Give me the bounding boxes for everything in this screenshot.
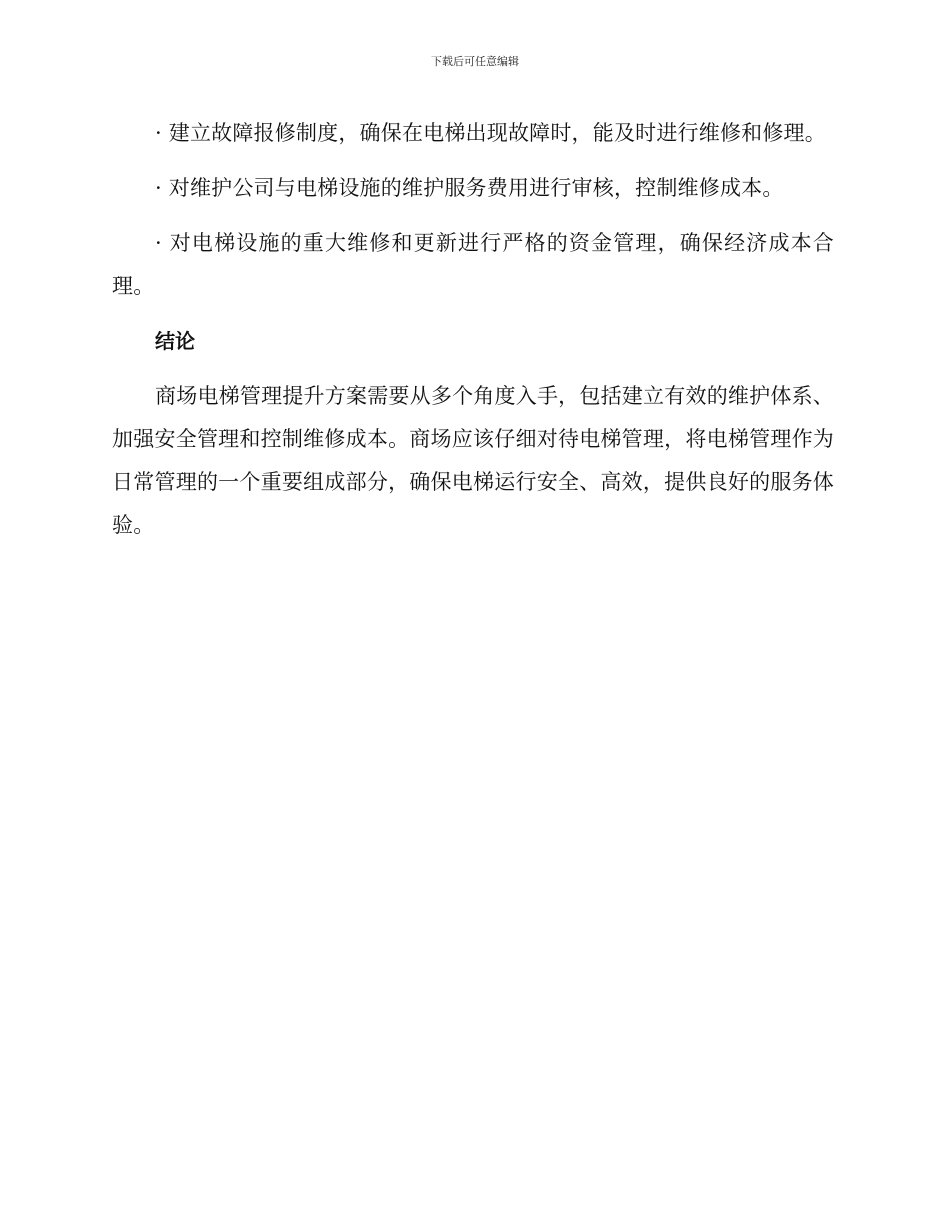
header-note: 下载后可任意编辑 [431, 55, 519, 68]
conclusion-paragraph: 商场电梯管理提升方案需要从多个角度入手，包括建立有效的维护体系、加强安全管理和控制维修成本。商场应该仔细对待电梯管理，将电梯管理作为日常管理的一个重要组成部分，确保电梯运行安全、高效，提供良好的服务体验。 [112, 384, 834, 537]
bullet-paragraph-fund-management: · 对电梯设施的重大维修和更新进行严格的资金管理，确保经济成本合理。 [112, 231, 834, 298]
bullet-paragraph-cost-review: · 对维护公司与电梯设施的维护服务费用进行审核，控制维修成本。 [155, 176, 784, 200]
conclusion-heading: 结论 [155, 329, 195, 353]
document-content [112, 112, 834, 547]
bullet-paragraph-repair-system: · 建立故障报修制度，确保在电梯出现故障时，能及时进行维修和修理。 [155, 121, 826, 145]
